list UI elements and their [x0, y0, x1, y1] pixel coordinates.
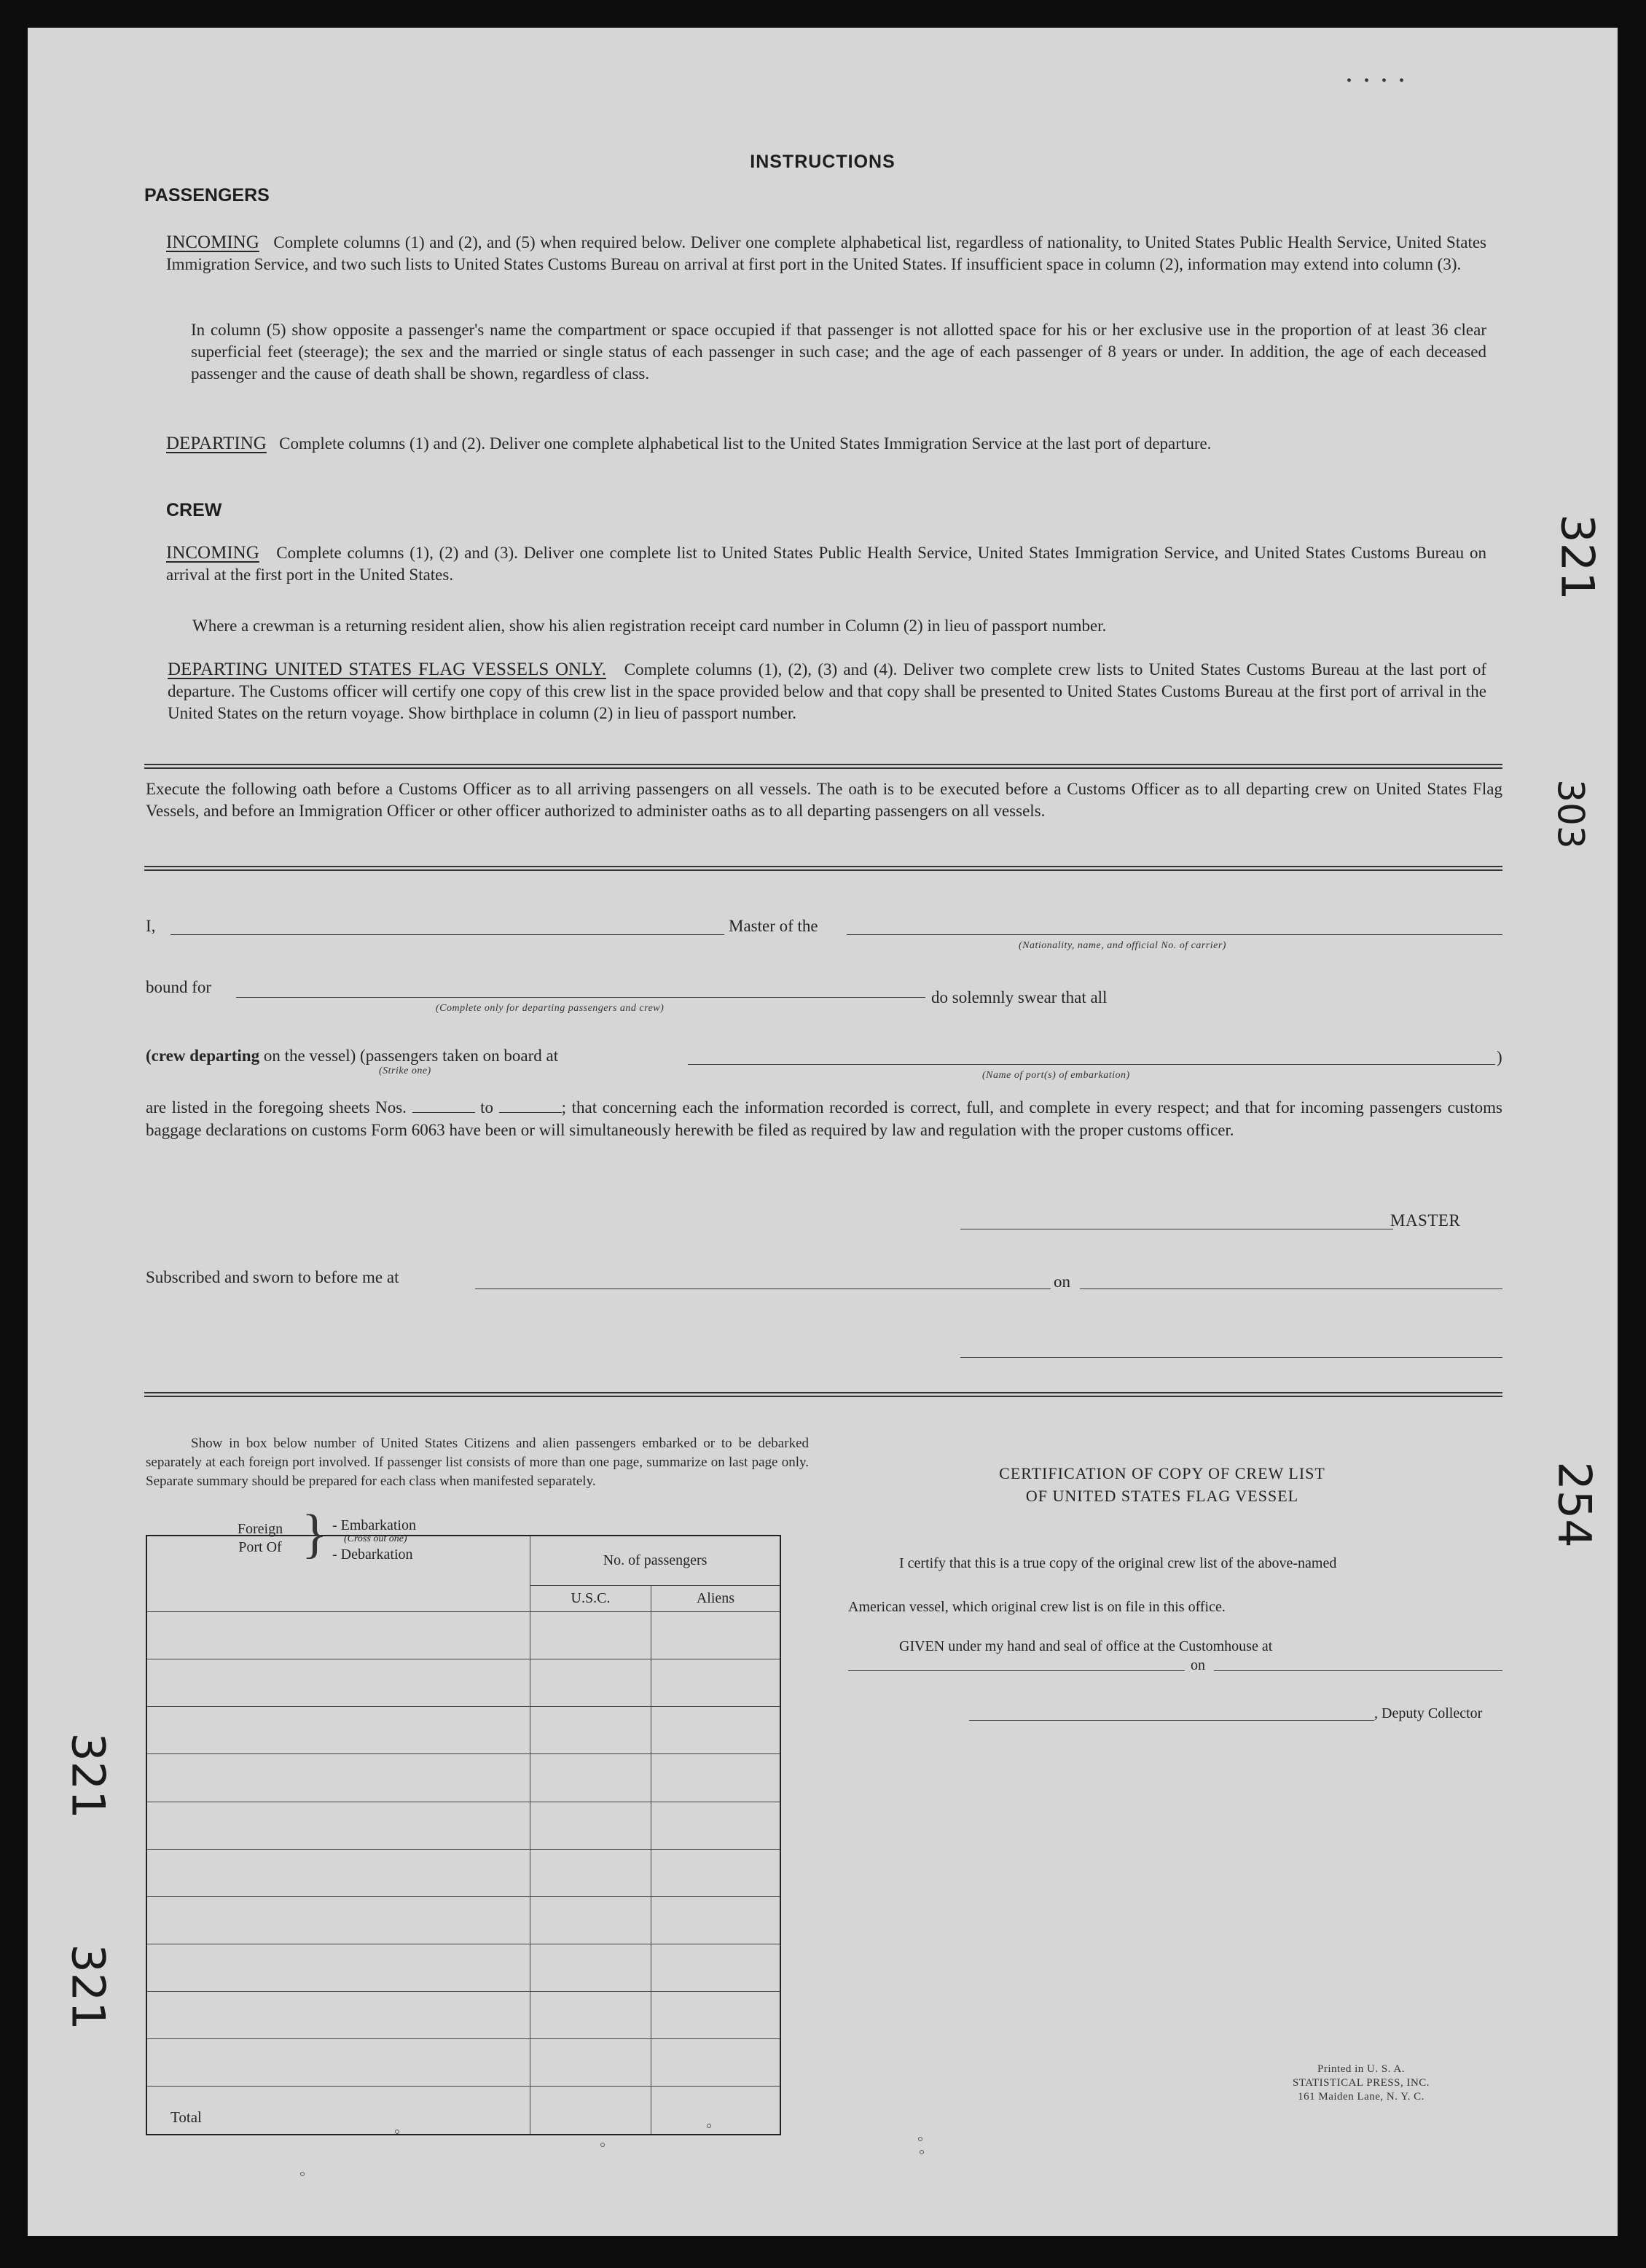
brace-symbol: } — [302, 1504, 328, 1564]
port-cell[interactable] — [146, 1991, 530, 2038]
table-row — [146, 1754, 780, 1802]
certification-title-line1: CERTIFICATION OF COPY OF CREW LIST — [999, 1464, 1325, 1482]
instructions-title: INSTRUCTIONS — [750, 152, 895, 172]
table-row — [146, 1802, 780, 1849]
dot-mark — [300, 2172, 305, 2176]
certification-title — [823, 1462, 1501, 1507]
handwritten-number: 303 — [1549, 779, 1592, 849]
port-cell[interactable] — [146, 1612, 530, 1659]
port-cell[interactable] — [146, 2039, 530, 2087]
listed-suffix: ; that concerning each the information recorded is correct, full, and complete in every respect; and that for incoming passengers customs baggage declarations on customs Form 6063 have been or will simultaneously herewith be filed as required by law and regulation with the proper customs officer. — [146, 1098, 1503, 1139]
given-text: GIVEN under my hand and seal of office at the Customhouse at — [899, 1638, 1273, 1654]
usc-total-cell[interactable] — [530, 2087, 651, 2135]
passengers-column5-paragraph: In column (5) show opposite a passenger's name the compartment or space occupied if that passenger is not allotted space for his or her exclusive use in the proportion of at least 36 clear superficial feet (steerage); the sex and the married or single status of each passenger in such case; and the age of each passenger of 8 years or under. In addition, the age of each deceased passenger and the cause of death shall be shown, regardless of class. — [191, 321, 1486, 383]
port-cell[interactable] — [146, 1802, 530, 1849]
aliens-cell[interactable] — [651, 1991, 780, 2038]
port-cell[interactable] — [146, 1896, 530, 1944]
crew-incoming-label: INCOMING — [166, 543, 259, 563]
certify-line1: I certify that this is a true copy of the original crew list of the above-named — [899, 1555, 1337, 1571]
crew-incoming-paragraph — [166, 542, 1486, 586]
table-row — [146, 1849, 780, 1896]
aliens-header: Aliens — [651, 1585, 780, 1611]
cert-on-label: on — [1191, 1657, 1205, 1673]
usc-header: U.S.C. — [530, 1585, 651, 1611]
to-label: to — [480, 1098, 494, 1117]
passengers-heading: PASSENGERS — [144, 185, 270, 206]
aliens-cell[interactable] — [651, 2039, 780, 2087]
passengers-departing-text: Complete columns (1) and (2). Deliver one complete alphabetical list to the United States Immigration Service at the last port of departure. — [279, 434, 1212, 453]
strike-caption: (Strike one) — [379, 1065, 431, 1076]
form-page — [28, 28, 1618, 2236]
crew-departing-bold: (crew departing — [146, 1047, 260, 1065]
aliens-cell[interactable] — [651, 1802, 780, 1849]
usc-cell[interactable] — [530, 1612, 651, 1659]
aliens-cell[interactable] — [651, 1944, 780, 1991]
handwritten-number: 321 — [1551, 514, 1604, 601]
aliens-cell[interactable] — [651, 1612, 780, 1659]
foreign-port-header — [146, 1504, 530, 1612]
usc-cell[interactable] — [530, 1991, 651, 2038]
usc-cell[interactable] — [530, 1849, 651, 1896]
handwritten-number: 321 — [61, 1732, 115, 1819]
port-cell[interactable] — [146, 1849, 530, 1896]
subscribed-on-label: on — [1054, 1272, 1070, 1291]
dot-mark — [920, 2150, 924, 2154]
certify-line2: American vessel, which original crew list is on file in this office. — [848, 1599, 1226, 1615]
sheet-to-field[interactable] — [499, 1098, 562, 1113]
table-row — [146, 1896, 780, 1944]
port-cell[interactable] — [146, 1944, 530, 1991]
usc-cell[interactable] — [530, 1896, 651, 1944]
listed-prefix: are listed in the foregoing sheets Nos. — [146, 1098, 407, 1117]
usc-cell[interactable] — [530, 1659, 651, 1707]
bound-for-field[interactable] — [236, 997, 925, 998]
printer-line1: Printed in U. S. A. — [1317, 2063, 1405, 2075]
aliens-total-cell[interactable] — [651, 2087, 780, 2135]
subscribed-label: Subscribed and sworn to before me at — [146, 1268, 399, 1286]
sheet-from-field[interactable] — [412, 1098, 475, 1113]
divider — [144, 866, 1502, 871]
master-of-label: Master of the — [729, 917, 818, 935]
passengers-incoming-text: Complete columns (1) and (2), and (5) when required below. Deliver one complete alphabetical list, regardless of nationality, to United States Public Health Service, United States Immigration Service, and two such lists to United States Customs Bureau on arrival at first port in the United States. If insufficient space in column (2), information may extend into column (3). — [166, 233, 1487, 273]
aliens-cell[interactable] — [651, 1896, 780, 1944]
total-row — [146, 2087, 780, 2135]
usc-cell[interactable] — [530, 2039, 651, 2087]
bound-caption: (Complete only for departing passengers and crew) — [436, 1003, 665, 1014]
usc-cell[interactable] — [530, 1707, 651, 1754]
table-row — [146, 1707, 780, 1754]
table-row — [146, 1612, 780, 1659]
cert-date-field[interactable] — [1214, 1670, 1502, 1671]
bound-for-label: bound for — [146, 978, 212, 996]
cross-out-label: (Cross out one) — [344, 1533, 407, 1544]
crew-departing-rest: on the vessel) (passengers taken on board at — [263, 1047, 559, 1065]
crew-departing-line — [146, 1045, 558, 1067]
deputy-signature-field[interactable] — [969, 1720, 1374, 1721]
usc-cell[interactable] — [530, 1944, 651, 1991]
certification-title-line2: OF UNITED STATES FLAG VESSEL — [1025, 1487, 1299, 1505]
usc-cell[interactable] — [530, 1802, 651, 1849]
port-cell[interactable] — [146, 1659, 530, 1707]
dot-mark — [707, 2124, 711, 2128]
embarkation-label: - Embarkation — [332, 1517, 416, 1533]
passengers-incoming-paragraph — [166, 232, 1486, 275]
close-paren: ) — [1497, 1048, 1502, 1066]
divider — [144, 764, 1502, 769]
master-name-field[interactable] — [171, 934, 724, 935]
customhouse-field[interactable] — [848, 1670, 1185, 1671]
aliens-cell[interactable] — [651, 1754, 780, 1802]
master-label: MASTER — [1390, 1211, 1461, 1229]
carrier-field[interactable] — [847, 934, 1502, 935]
aliens-cell[interactable] — [651, 1659, 780, 1707]
dot-mark — [918, 2137, 922, 2141]
port-cell[interactable] — [146, 1707, 530, 1754]
aliens-cell[interactable] — [651, 1707, 780, 1754]
crew-resident-paragraph: Where a crewman is a returning resident alien, show his alien registration receipt card number in Column (2) in lieu of passport number. — [192, 617, 1107, 635]
crew-incoming-text: Complete columns (1), (2) and (3). Deliver one complete list to United States Public Health Service, United States Immigration Service, and United States Customs Bureau on arrival at the first port in the United States. — [166, 544, 1487, 584]
deputy-label: , Deputy Collector — [1374, 1705, 1483, 1721]
crew-departing-text: Complete columns (1), (2), (3) and (4). Deliver two complete crew lists to United States Customs Bureau at the last port of departure. The Customs officer will certify one copy of this crew list in the space provided below and that copy shall be presented to United States Customs Bureau at the first port of arrival in the United States on the return voyage. Show birthplace in column (2) in lieu of passport number. — [168, 660, 1487, 722]
oath-intro: Execute the following oath before a Customs Officer as to all arriving passengers on all vessels. The oath is to be executed before a Customs Officer as to all departing crew on United States Flag Vessels, and before an Immigration Officer or other officer authorized to administer oaths as to all departing passengers on all vessels. — [146, 780, 1502, 820]
carrier-caption: (Nationality, name, and official No. of carrier) — [1019, 940, 1226, 951]
listed-paragraph — [146, 1096, 1502, 1141]
no-passengers-header: No. of passengers — [530, 1536, 780, 1585]
dot-mark — [600, 2143, 605, 2147]
handwritten-number: 321 — [61, 1944, 115, 2030]
port-caption: (Name of port(s) of embarkation) — [982, 1070, 1130, 1081]
crew-departing-label: DEPARTING UNITED STATES FLAG VESSELS ONLY. — [168, 660, 606, 679]
divider — [144, 1392, 1502, 1397]
table-row — [146, 1991, 780, 2038]
passenger-summary-table — [146, 1504, 781, 2135]
oath-i-label: I, — [146, 917, 156, 935]
port-cell[interactable] — [146, 1754, 530, 1802]
passengers-incoming-label: INCOMING — [166, 232, 259, 252]
embarkation-port-field[interactable] — [688, 1064, 1495, 1065]
dot-mark — [395, 2130, 399, 2134]
crew-heading: CREW — [166, 500, 222, 520]
corner-marks: • • • • — [1347, 73, 1409, 89]
printer-line2: STATISTICAL PRESS, INC. — [1292, 2077, 1430, 2089]
summary-instructions: Show in box below number of United States Citizens and alien passengers embarked or to be debarked separately at each foreign port involved. If passenger list consists of more than one page, summarize on last page only. Separate summary should be prepared for each class when manifested separately. — [146, 1436, 809, 1489]
foreign-port-label: Foreign Port Of — [237, 1521, 283, 1555]
officer-signature-field[interactable] — [960, 1357, 1502, 1358]
printer-line3: 161 Maiden Lane, N. Y. C. — [1298, 2091, 1424, 2103]
handwritten-number: 254 — [1548, 1461, 1602, 1548]
passengers-departing-label: DEPARTING — [166, 434, 267, 453]
usc-cell[interactable] — [530, 1754, 651, 1802]
aliens-cell[interactable] — [651, 1849, 780, 1896]
table-row — [146, 2039, 780, 2087]
printer-info — [1237, 2062, 1485, 2104]
table-row — [146, 1944, 780, 1991]
debarkation-label: - Debarkation — [332, 1546, 413, 1563]
swear-label: do solemnly swear that all — [931, 988, 1108, 1006]
total-label: Total — [146, 2087, 530, 2135]
table-row — [146, 1659, 780, 1707]
crew-departing-paragraph — [168, 659, 1486, 724]
passengers-departing-paragraph — [166, 433, 1486, 455]
